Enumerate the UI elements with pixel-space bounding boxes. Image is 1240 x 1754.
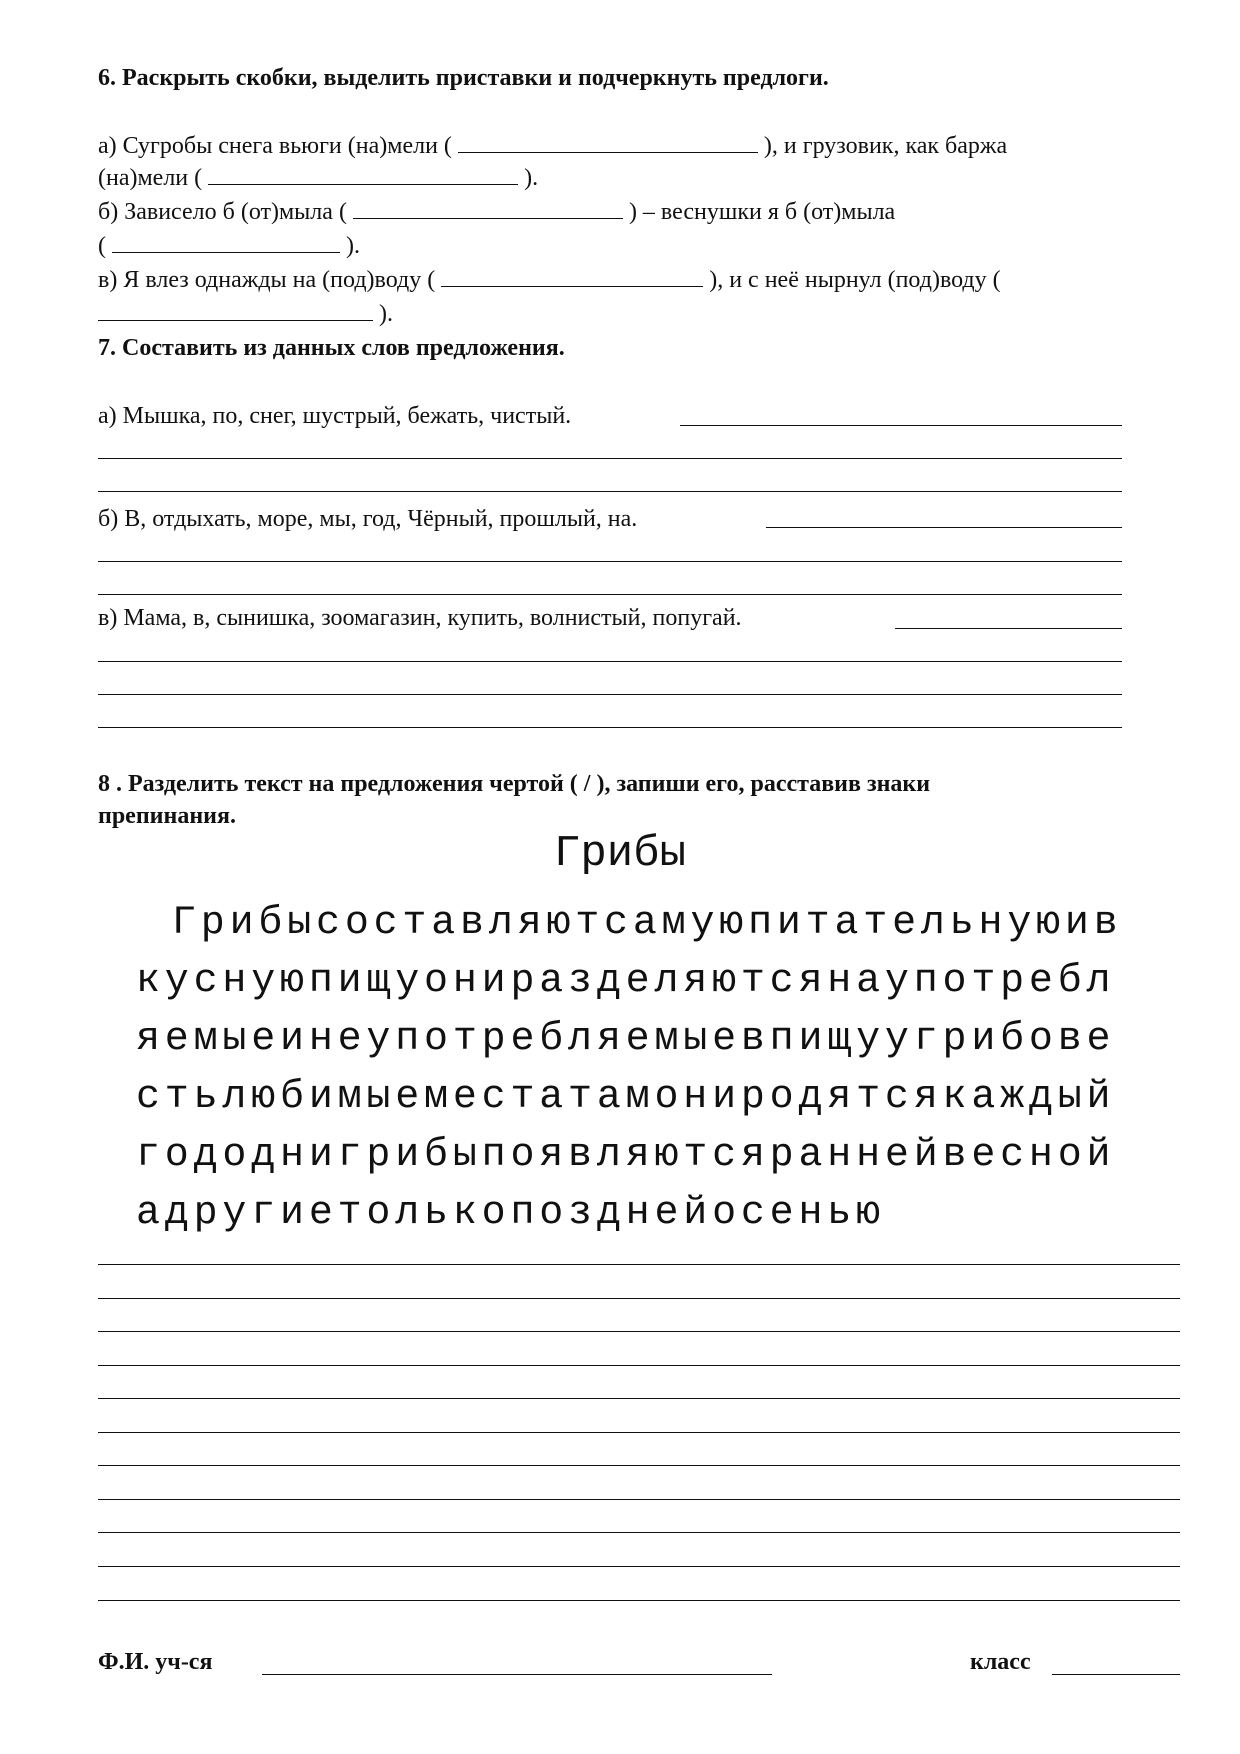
task6-a-blank2[interactable] bbox=[208, 162, 518, 185]
task6-a-text4: ). bbox=[524, 165, 539, 191]
answer-line[interactable] bbox=[98, 1465, 1180, 1466]
task6-a-text3: (на)мели ( bbox=[98, 165, 203, 191]
answer-line[interactable] bbox=[895, 628, 1122, 629]
story-line: куснуюпищуониразделяютсянаупотребл bbox=[136, 959, 1116, 1004]
answer-line[interactable] bbox=[98, 458, 1122, 459]
class-field[interactable] bbox=[1052, 1674, 1180, 1675]
story-line: яемыеинеупотребляемыевпищуугрибове bbox=[136, 1017, 1116, 1062]
answer-line[interactable] bbox=[766, 527, 1122, 528]
task6-a-blank1[interactable] bbox=[458, 130, 758, 153]
task6-c-blank2[interactable] bbox=[98, 298, 373, 321]
story-line: гододнигрибыпоявляютсяраннейвесной bbox=[136, 1133, 1116, 1178]
task8-title-line1: 8 . Разделить текст на предложения чертой ( / ), запиши его, расставив знаки bbox=[98, 771, 931, 797]
task6-c-text: в) Я влез однажды на (под)воду ( bbox=[98, 267, 436, 293]
task7-c-text: в) Мама, в, сынишка, зоомагазин, купить, волнистый, попугай. bbox=[98, 605, 742, 631]
task6-b-text3: ( bbox=[98, 233, 106, 259]
task6-b-text4: ). bbox=[346, 233, 360, 259]
answer-line[interactable] bbox=[98, 491, 1122, 492]
task6-line-c2 bbox=[98, 298, 393, 330]
task7-line-c bbox=[98, 602, 742, 634]
answer-line[interactable] bbox=[98, 1331, 1180, 1332]
task7-b-text: б) В, отдыхать, море, мы, год, Чёрный, прошлый, на. bbox=[98, 506, 638, 532]
story-title: Грибы bbox=[553, 829, 687, 879]
task7-line-b bbox=[98, 503, 637, 535]
answer-line[interactable] bbox=[98, 561, 1122, 562]
answer-line[interactable] bbox=[98, 1499, 1180, 1500]
answer-line[interactable] bbox=[98, 1600, 1180, 1601]
task6-b-blank2[interactable] bbox=[112, 230, 340, 253]
task6-a-text: а) Сугробы снега вьюги (на)мели ( bbox=[98, 133, 452, 159]
class-label: класс bbox=[970, 1649, 1031, 1675]
answer-line[interactable] bbox=[98, 1566, 1180, 1567]
story-line: адругиетолькопозднейосенью bbox=[136, 1191, 885, 1236]
answer-line[interactable] bbox=[98, 694, 1122, 695]
task7-title: 7. Составить из данных слов предложения. bbox=[98, 335, 565, 361]
task6-b-text: б) Зависело б (от)мыла ( bbox=[98, 199, 347, 225]
task6-line-b bbox=[98, 196, 895, 228]
task7-a-text: а) Мышка, по, снег, шустрый, бежать, чистый. bbox=[98, 403, 572, 429]
story-line: Грибысоставляютсамуюпитательнуюив bbox=[172, 901, 1123, 946]
answer-line[interactable] bbox=[98, 594, 1122, 595]
task6-b-text2: ) – веснушки я б (от)мыла bbox=[628, 199, 896, 225]
answer-line[interactable] bbox=[98, 1264, 1180, 1265]
task6-line-b2 bbox=[98, 230, 360, 262]
answer-line[interactable] bbox=[98, 1398, 1180, 1399]
task6-b-blank1[interactable] bbox=[353, 196, 623, 219]
answer-line[interactable] bbox=[98, 1298, 1180, 1299]
student-name-field[interactable] bbox=[262, 1674, 772, 1675]
student-name-label: Ф.И. уч-ся bbox=[98, 1649, 213, 1675]
answer-line[interactable] bbox=[680, 425, 1122, 426]
answer-line[interactable] bbox=[98, 1432, 1180, 1433]
answer-line[interactable] bbox=[98, 1532, 1180, 1533]
task6-c-text3: ). bbox=[379, 301, 393, 327]
answer-line[interactable] bbox=[98, 727, 1122, 728]
task8-title-line2: препинания. bbox=[98, 803, 236, 829]
story-line: стьлюбимыеместатамониродятсякаждый bbox=[136, 1075, 1116, 1120]
answer-line[interactable] bbox=[98, 661, 1122, 662]
task6-line-c bbox=[98, 264, 1001, 296]
task6-a-text2: ), и грузовик, как баржа bbox=[763, 133, 1008, 159]
task6-c-blank1[interactable] bbox=[441, 264, 703, 287]
task6-c-text2: ), и с неё нырнул (под)воду ( bbox=[709, 267, 1001, 293]
task6-line-a bbox=[98, 130, 1007, 162]
task7-line-a bbox=[98, 400, 571, 432]
task6-title: 6. Раскрыть скобки, выделить приставки и подчеркнуть предлоги. bbox=[98, 65, 829, 91]
answer-line[interactable] bbox=[98, 1365, 1180, 1366]
task6-line-a2 bbox=[98, 162, 538, 194]
